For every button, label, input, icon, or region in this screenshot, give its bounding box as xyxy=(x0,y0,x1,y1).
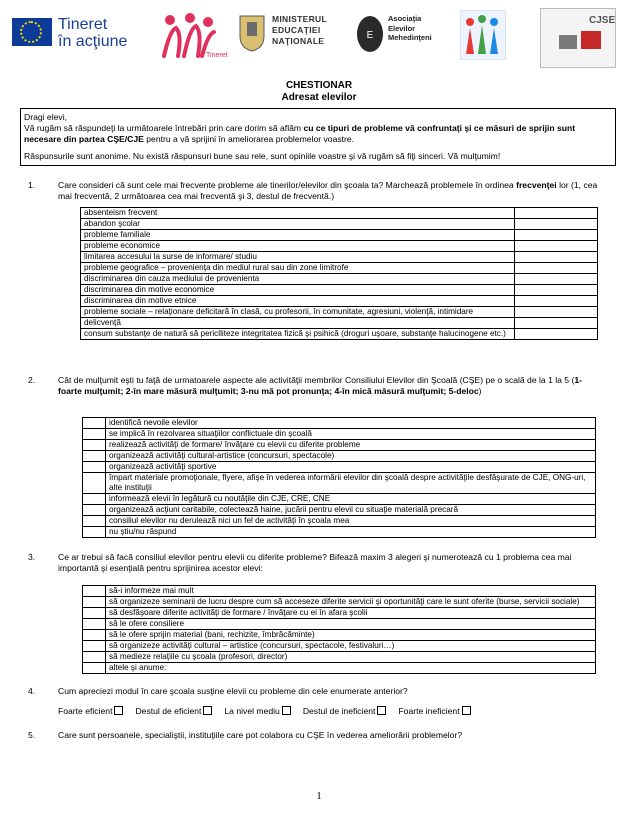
option-label: împart materiale promoţionale, flyere, afişe în vederea informării elevilor din şcoală despre activităţile desfăşurate de CJE, ONG-uri, alte instituţii xyxy=(106,473,596,494)
colorful-figures-icon xyxy=(460,10,506,60)
answer-cell[interactable] xyxy=(83,440,106,451)
cjse-logo xyxy=(540,8,616,68)
option-label: să medieze relaţiile cu şcoala (profesori, director) xyxy=(106,652,596,663)
q4-option[interactable] xyxy=(303,706,387,716)
intro-box xyxy=(20,108,616,166)
option-label: absenteism frecvent xyxy=(81,208,515,219)
title-line1: CHESTIONAR xyxy=(285,80,353,91)
answer-cell[interactable] xyxy=(83,630,106,641)
answer-cell[interactable] xyxy=(515,241,598,252)
answer-cell[interactable] xyxy=(515,296,598,307)
option-row xyxy=(83,586,596,597)
question-number: 4. xyxy=(28,686,36,696)
option-row xyxy=(83,663,596,674)
answer-cell[interactable] xyxy=(515,263,598,274)
answer-cell[interactable] xyxy=(515,252,598,263)
tineret-line2: în acţiune xyxy=(58,33,128,50)
q2-options-table xyxy=(82,417,596,538)
tineret-logo-text xyxy=(58,16,127,50)
q1-text-start: Care consideri că sunt cele mai frecvente probleme ale tinerilor/elevilor din şcoala ta? Marchează problemele în ordinea xyxy=(58,180,517,190)
page-number: 1 xyxy=(316,790,322,802)
answer-cell[interactable] xyxy=(515,285,598,296)
answer-cell[interactable] xyxy=(515,219,598,230)
asociatia-line: Asociaţia xyxy=(388,14,422,23)
checkbox-icon[interactable] xyxy=(377,706,386,715)
option-label: probleme economice xyxy=(81,241,515,252)
answer-cell[interactable] xyxy=(515,307,598,318)
checkbox-icon[interactable] xyxy=(282,706,291,715)
option-row xyxy=(83,462,596,473)
answer-cell[interactable] xyxy=(83,462,106,473)
question-5 xyxy=(28,730,598,741)
q4-option-label: Foarte eficient xyxy=(58,706,113,716)
option-label: consiliul elevilor nu derulează nici un fel de activităţi în şcoala mea xyxy=(106,516,596,527)
option-label: discriminarea din motive economice xyxy=(81,285,515,296)
answer-cell[interactable] xyxy=(83,473,106,494)
answer-cell[interactable] xyxy=(515,208,598,219)
intro-p1-end: pentru a vă sprijini în ameliorarea problemelor voastre. xyxy=(143,134,355,144)
q4-option-label: Destul de ineficient xyxy=(302,706,376,716)
option-row xyxy=(83,652,596,663)
answer-cell[interactable] xyxy=(83,527,106,538)
option-label: abandon şcolar xyxy=(81,219,515,230)
answer-cell[interactable] xyxy=(83,429,106,440)
option-label: discriminarea din cauza mediului de provenienta xyxy=(81,274,515,285)
cjse-text: CJSE xyxy=(589,15,615,26)
option-row xyxy=(81,318,598,329)
answer-cell[interactable] xyxy=(83,641,106,652)
option-row xyxy=(83,451,596,462)
answer-cell[interactable] xyxy=(83,516,106,527)
q2-text-start: Cât de mulţumit eşti tu faţă de urmatoarele aspecte ale activităţii membrilor Consiliului Elevilor din Şcoală (CŞE) pe o scală de la 1 la 5 ( xyxy=(58,375,575,385)
option-label: consum substanţe de natură să periclliteze integritatea fizică şi psihică (droguri uşoare, substanţe halucinogene etc.) xyxy=(81,329,515,340)
answer-cell[interactable] xyxy=(83,494,106,505)
q4-option-label: La nivel mediu xyxy=(224,706,280,716)
figures-logo-label: Tineret xyxy=(206,52,228,59)
answer-cell[interactable] xyxy=(83,608,106,619)
option-row xyxy=(81,274,598,285)
q2-text-end: ) xyxy=(478,386,482,396)
option-label: organizează acţiuni caritabile, colectează haine, jucării pentru elevii cu situaţie materială precară xyxy=(106,505,596,516)
option-row xyxy=(83,494,596,505)
answer-cell[interactable] xyxy=(83,663,106,674)
option-row xyxy=(81,208,598,219)
option-row xyxy=(83,505,596,516)
asociatia-line: Mehedinţeni xyxy=(388,33,432,42)
option-label: altele şi anume: xyxy=(106,663,596,674)
option-label: nu ştiu/nu răspund xyxy=(106,527,596,538)
answer-cell[interactable] xyxy=(515,329,598,340)
ministry-line: EDUCAŢIEI xyxy=(272,25,321,35)
intro-paragraph-1 xyxy=(24,123,612,145)
option-row xyxy=(83,608,596,619)
option-row xyxy=(81,230,598,241)
option-row xyxy=(81,241,598,252)
question-2 xyxy=(28,375,598,397)
question-number: 3. xyxy=(28,552,36,562)
option-label: să organizeze activităţi cultural – artistice (concursuri, spectacole, festivaluri…) xyxy=(106,641,596,652)
option-row xyxy=(83,516,596,527)
q4-option-label: Foarte ineficient xyxy=(398,706,460,716)
q4-rating-options xyxy=(58,706,483,716)
option-label: să-i informeze mai mult xyxy=(106,586,596,597)
question-number: 1. xyxy=(28,180,36,190)
title-line2: Adresat elevilor xyxy=(281,92,357,103)
intro-p1-start: Vă rugăm să răspundeţi la următoarele întrebări prin care dorim să aflăm xyxy=(24,123,304,133)
q5-text: Care sunt persoanele, specialiştii, instituţiile care pot colabora cu CŞE în vederea ameliorării problemelor? xyxy=(58,730,463,740)
asociatia-line: Elevilor xyxy=(388,23,416,33)
answer-cell[interactable] xyxy=(515,274,598,285)
option-label: să organizeze seminarii de lucru despre cum să acceseze diferite servicii şi oportunităţi care le sunt oferite (burse, servicii sociale) xyxy=(106,597,596,608)
option-label: discriminarea din motive etnice xyxy=(81,296,515,307)
option-row xyxy=(81,219,598,230)
q4-option[interactable] xyxy=(398,706,470,716)
intro-paragraph-2: Răspunsurile sunt anonime. Nu există răspunsuri bune sau rele, sunt opiniile voastre şi vă rugăm să fiţi sinceri. Vă mulţumim! xyxy=(24,151,501,161)
answer-cell[interactable] xyxy=(83,586,106,597)
ministry-text xyxy=(272,14,327,47)
ministry-crest-icon xyxy=(238,12,266,52)
option-row xyxy=(83,619,596,630)
intro-greeting: Dragi elevi, xyxy=(24,112,67,122)
option-row xyxy=(81,329,598,340)
answer-cell[interactable] xyxy=(83,505,106,516)
answer-cell[interactable] xyxy=(83,619,106,630)
q4-text: Cum apreciezi modul în care şcoala susţine elevii cu probleme din cele enumerate anterior? xyxy=(58,686,408,696)
question-number: 2. xyxy=(28,375,36,385)
question-4 xyxy=(28,686,598,697)
answer-cell[interactable] xyxy=(83,652,106,663)
option-label: informează elevii în legătură cu noutăţile din CJE, CRE, CNE xyxy=(106,494,596,505)
intro-p1-bold: cu ce tipuri de probleme vă confruntaţi şi ce măsuri de sprijin sunt necesare din partea CŞE/CJE xyxy=(24,123,576,144)
answer-cell[interactable] xyxy=(83,451,106,462)
option-label: să desfăşoare diferite activităţi de formare / învăţare cu ei în afara şcolii xyxy=(106,608,596,619)
option-label: să le ofere consiliere xyxy=(106,619,596,630)
document-title xyxy=(0,80,638,104)
option-row xyxy=(83,630,596,641)
option-row xyxy=(83,473,596,494)
option-row xyxy=(83,429,596,440)
option-row xyxy=(81,252,598,263)
asociatia-logo-icon xyxy=(355,14,385,54)
option-label: organizează activităţi sportive xyxy=(106,462,596,473)
ministry-line: MINISTERUL xyxy=(272,14,327,24)
option-row xyxy=(83,418,596,429)
option-label: organizează activităţi cultural-artistice (concursuri, spectacole) xyxy=(106,451,596,462)
q1-options-table xyxy=(80,207,598,340)
asociatia-text xyxy=(388,14,432,43)
option-label: probleme geografice – provenienţa din mediul rural sau din zone limitrofe xyxy=(81,263,515,274)
option-label: probleme familiale xyxy=(81,230,515,241)
option-label: delicvenţă xyxy=(81,318,515,329)
q1-text-bold: frecvenţei xyxy=(516,180,557,190)
option-label: identifică nevoile elevilor xyxy=(106,418,596,429)
logos-header xyxy=(10,8,630,70)
ministry-line: NAŢIONALE xyxy=(272,36,325,46)
option-row xyxy=(81,263,598,274)
tineret-line1: Tineret xyxy=(58,16,108,33)
option-label: să le ofere sprijin material (bani, rechizite, îmbrăcăminte) xyxy=(106,630,596,641)
question-number: 5. xyxy=(28,730,36,740)
answer-cell[interactable] xyxy=(515,230,598,241)
option-label: limitarea accesului la surse de informare/ studiu xyxy=(81,252,515,263)
answer-cell[interactable] xyxy=(83,597,106,608)
option-row xyxy=(81,307,598,318)
option-row xyxy=(83,527,596,538)
checkbox-icon[interactable] xyxy=(462,706,471,715)
svg-text:E: E xyxy=(366,30,374,41)
option-row xyxy=(83,641,596,652)
option-row xyxy=(81,285,598,296)
question-1 xyxy=(28,180,598,202)
option-row xyxy=(83,597,596,608)
q1-text-end: lor (1, cea mai frecventă, 2 următoarea cea mai frecventă şi 3, destul de frecventă.) xyxy=(58,180,598,201)
answer-cell[interactable] xyxy=(83,418,106,429)
option-row xyxy=(81,296,598,307)
option-label: probleme sociale – relaţionare deficitară în clasă, cu profesorii, în comunitate, agresiuni, violenţă, intimidare xyxy=(81,307,515,318)
q4-option[interactable] xyxy=(58,706,123,716)
option-row xyxy=(83,440,596,451)
q4-option-label: Destul de eficient xyxy=(135,706,202,716)
option-label: se implică în rezolvarea situaţiilor conflictuale din şcoală xyxy=(106,429,596,440)
q2-text-bold: 1-foarte mulţumit; 2-în mare măsură mulţumit; 3-nu mă pot pronunţa; 4-în mică măsură mulţumit; 5-deloc xyxy=(58,375,582,396)
option-label: realizează activităţi de formare/ învăţare cu elevii cu diferite probleme xyxy=(106,440,596,451)
q4-option[interactable] xyxy=(224,706,290,716)
q3-options-table xyxy=(82,585,596,674)
checkbox-icon[interactable] xyxy=(114,706,123,715)
q4-option[interactable] xyxy=(135,706,212,716)
q3-text: Ce ar trebui să facă consiliul elevilor pentru elevii cu diferite probleme? Bifează maxim 3 alegeri şi numerotează cu 1 problema cea mai importantă şi esenţială pentru sprijinirea acestor elevi: xyxy=(58,552,572,573)
puzzle-icon xyxy=(541,9,615,67)
checkbox-icon[interactable] xyxy=(203,706,212,715)
answer-cell[interactable] xyxy=(515,318,598,329)
question-3 xyxy=(28,552,598,574)
eu-flag-icon xyxy=(12,18,52,46)
